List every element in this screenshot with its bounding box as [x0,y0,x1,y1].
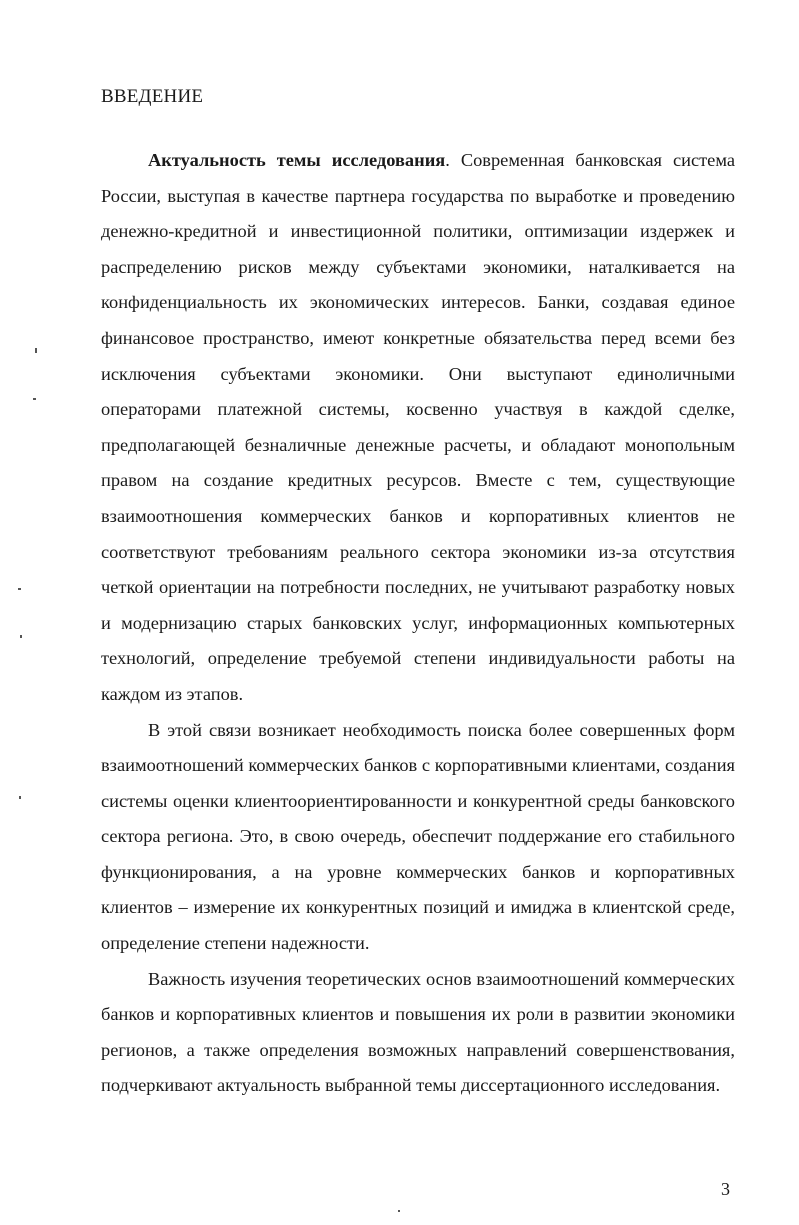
paragraph-relevance [101,143,735,713]
page-number: 3 [721,1179,730,1199]
paragraph-lead-bold: Актуальность темы исследования [148,150,446,170]
scan-artifact [20,635,22,638]
paragraph-importance: Важность изучения теоретических основ взаимоотношений коммерческих банков и корпоративных клиентов и повышения их роли в развитии экономики регионов, а также определения возможных направлений совершенствования, подчеркивают актуальность выбранной темы диссертационного исследования. [101,968,735,1096]
section-heading: ВВЕДЕНИЕ [101,86,204,107]
paragraph-text: . Современная банковская система России, выступая в качестве партнера государства по выработке и проведению денежно-кредитной и инвестиционной политики, оптимизации издержек и распределению рисков между субъектами экономики, наталкивается на конфиденциальность их экономических интересов. Банки, создавая единое финансовое пространство, имеют конкретные обязательства перед всеми без исключения субъектами экономики. Они выступают единоличными операторами платежной системы, косвенно участвуя в каждой сделке, предполагающей безналичные денежные расчеты, и обладают монопольным правом на создание кредитных ресурсов. Вместе с тем, существующие взаимоотношения коммерческих банков и корпоративных клиентов не соответствуют требованиям реального сектора экономики из-за отсутствия четкой ориентации на потребности последних, не учитывают разработку новых и модернизацию старых банковских услуг, информационных компьютерных технологий, определение требуемой степени индивидуальности работы на каждом из этапов. [101,150,735,704]
scan-artifact [18,588,21,590]
scan-artifact [35,348,37,353]
paragraph-necessity: В этой связи возникает необходимость поиска более совершенных форм взаимоотношений коммерческих банков с корпоративными клиентами, создания системы оценки клиентоориентированности и конкурентной среды банковского сектора региона. Это, в свою очередь, обеспечит поддержание его стабильного функционирования, а на уровне коммерческих банков и корпоративных клиентов – измерение их конкурентных позиций и имиджа в клиентской среде, определение степени надежности. [101,719,735,954]
scan-artifact [33,398,36,400]
scan-artifact [19,796,21,799]
body-text [101,143,735,1104]
scan-artifact [398,1210,400,1212]
